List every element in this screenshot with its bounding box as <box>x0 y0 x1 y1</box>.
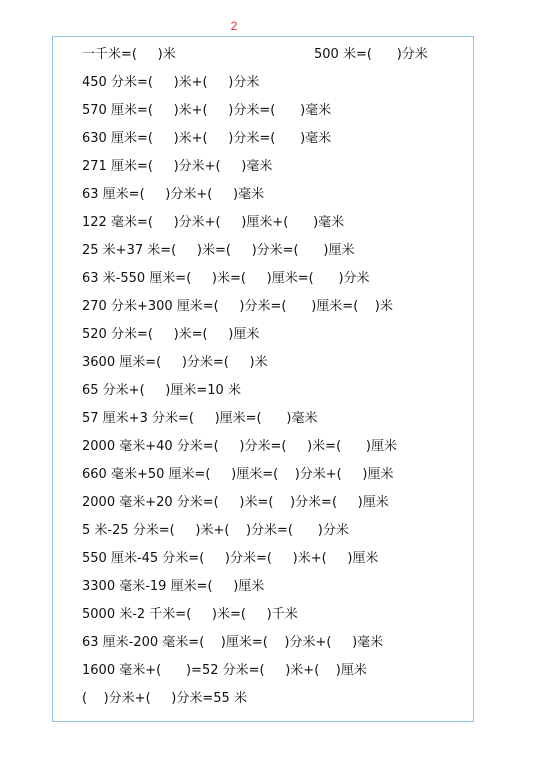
exercise-line: 63 厘米-200 毫米=( )厘米=( )分米+( )毫米 <box>82 635 384 650</box>
exercise-line: 520 分米=( )米=( )厘米 <box>82 327 260 342</box>
exercise-line: 25 米+37 米=( )米=( )分米=( )厘米 <box>82 243 355 258</box>
exercise-line: 630 厘米=( )米+( )分米=( )毫米 <box>82 131 332 146</box>
exercise-line: 63 米-550 厘米=( )米=( )厘米=( )分米 <box>82 271 370 286</box>
exercise-text: 一千米=( )米 <box>82 47 176 62</box>
exercise-line: ( )分米+( )分米=55 米 <box>82 691 247 706</box>
exercise-line: 550 厘米-45 分米=( )分米=( )米+( )厘米 <box>82 551 379 566</box>
exercise-line: 1600 毫米+( )=52 分米=( )米+( )厘米 <box>82 663 367 678</box>
exercise-line: 2000 毫米+40 分米=( )分米=( )米=( )厘米 <box>82 439 398 454</box>
exercise-line: 2000 毫米+20 分米=( )米=( )分米=( )厘米 <box>82 495 389 510</box>
exercise-text: 500 米=( )分米 <box>314 47 428 62</box>
exercise-line: 450 分米=( )米+( )分米 <box>82 75 260 90</box>
exercise-line: 3300 毫米-19 厘米=( )厘米 <box>82 579 265 594</box>
exercise-line <box>82 42 462 70</box>
page-number: 2 <box>230 19 238 33</box>
exercise-line: 570 厘米=( )米+( )分米=( )毫米 <box>82 103 332 118</box>
exercise-line: 122 毫米=( )分米+( )厘米+( )毫米 <box>82 215 345 230</box>
exercise-line: 57 厘米+3 分米=( )厘米=( )毫米 <box>82 411 318 426</box>
exercise-line: 5 米-25 分米=( )米+( )分米=( )分米 <box>82 523 349 538</box>
exercise-line: 270 分米+300 厘米=( )分米=( )厘米=( )米 <box>82 299 393 314</box>
exercise-line: 5000 米-2 千米=( )米=( )千米 <box>82 607 298 622</box>
exercise-list <box>82 42 462 714</box>
exercise-line: 660 毫米+50 厘米=( )厘米=( )分米+( )厘米 <box>82 467 394 482</box>
exercise-line: 63 厘米=( )分米+( )毫米 <box>82 187 265 202</box>
exercise-line: 271 厘米=( )分米+( )毫米 <box>82 159 273 174</box>
exercise-line: 3600 厘米=( )分米=( )米 <box>82 355 268 370</box>
exercise-line: 65 分米+( )厘米=10 米 <box>82 383 241 398</box>
